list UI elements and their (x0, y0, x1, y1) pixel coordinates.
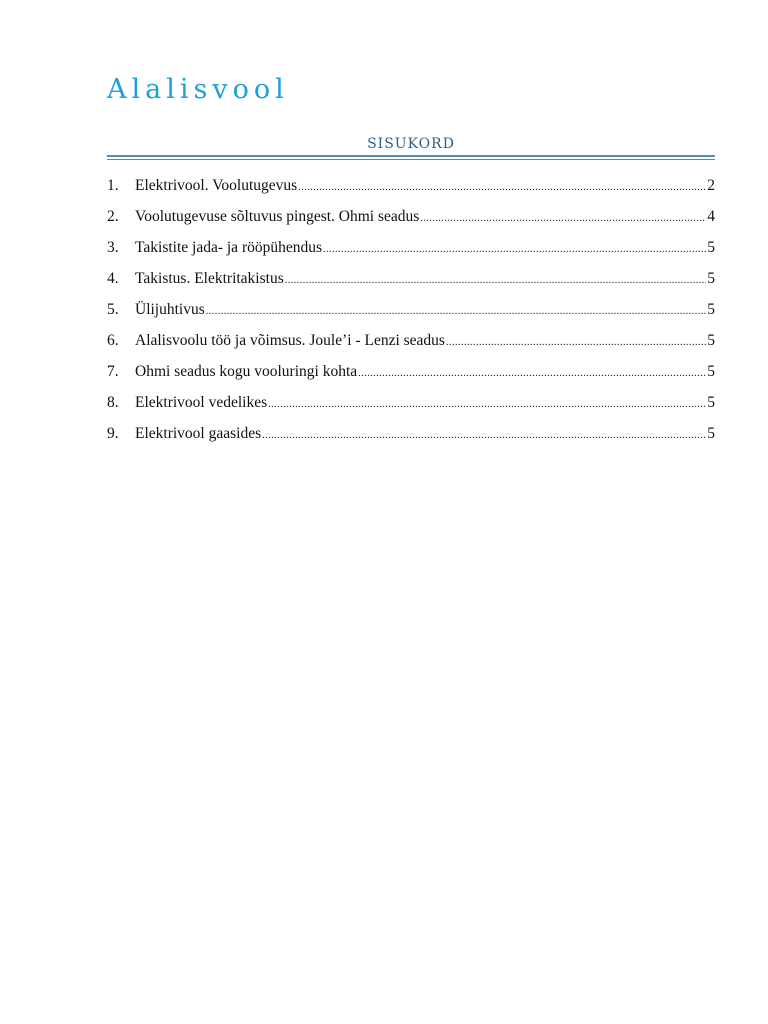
toc-entry-page: 4 (707, 208, 715, 225)
toc-entry-text: Voolutugevuse sõltuvus pingest. Ohmi seadus (135, 208, 420, 225)
toc-entry-page: 5 (707, 363, 715, 380)
toc-entry-page: 5 (707, 425, 715, 442)
toc-entry-9[interactable] (107, 420, 715, 451)
toc-entry-text: Alalisvoolu töö ja võimsus. Joule’i - Lenzi seadus (135, 332, 445, 349)
toc-entry-leader (446, 329, 706, 357)
toc-entry-number: 2. (107, 208, 119, 225)
document-title: Alalisvool (107, 74, 289, 105)
toc-entry-8[interactable] (107, 389, 715, 420)
toc-entry-number: 1. (107, 177, 119, 194)
toc-entry-page: 5 (707, 239, 715, 256)
toc-entry-text: Elektrivool gaasides (135, 425, 262, 442)
toc-entry-number: 4. (107, 270, 119, 287)
toc-entry-text: Ülijuhtivus (135, 301, 205, 318)
toc-entry-5[interactable] (107, 296, 715, 327)
toc-entry-leader (358, 360, 706, 388)
toc-list (107, 172, 715, 451)
toc-entry-leader (268, 391, 706, 419)
toc-divider-thin-line (107, 159, 715, 160)
toc-entry-text: Elektrivool vedelikes (135, 394, 268, 411)
toc-heading: SISUKORD (367, 136, 455, 152)
toc-entry-page: 5 (707, 301, 715, 318)
toc-entry-page: 5 (707, 270, 715, 287)
toc-entry-page: 2 (707, 177, 715, 194)
toc-entry-leader (206, 298, 706, 326)
toc-entry-6[interactable] (107, 327, 715, 358)
toc-entry-leader (420, 205, 706, 233)
toc-entry-leader (298, 174, 706, 202)
toc-entry-text: Takistite jada- ja rööpühendus (135, 239, 323, 256)
toc-entry-page: 5 (707, 332, 715, 349)
toc-entry-number: 6. (107, 332, 119, 349)
toc-divider-thick-line (107, 155, 715, 157)
toc-entry-text: Takistus. Elektritakistus (135, 270, 284, 287)
toc-entry-number: 8. (107, 394, 119, 411)
toc-entry-2[interactable] (107, 203, 715, 234)
toc-divider (107, 155, 715, 161)
toc-entry-number: 7. (107, 363, 119, 380)
toc-entry-number: 5. (107, 301, 119, 318)
toc-entry-7[interactable] (107, 358, 715, 389)
toc-entry-page: 5 (707, 394, 715, 411)
toc-entry-number: 3. (107, 239, 119, 256)
toc-entry-leader (285, 267, 707, 295)
toc-entry-3[interactable] (107, 234, 715, 265)
toc-entry-text: Elektrivool. Voolutugevus (135, 177, 298, 194)
toc-entry-4[interactable] (107, 265, 715, 296)
toc-entry-leader (262, 422, 706, 450)
toc-entry-text: Ohmi seadus kogu vooluringi kohta (135, 363, 358, 380)
toc-entry-leader (323, 236, 706, 264)
toc-entry-number: 9. (107, 425, 119, 442)
toc-entry-1[interactable] (107, 172, 715, 203)
